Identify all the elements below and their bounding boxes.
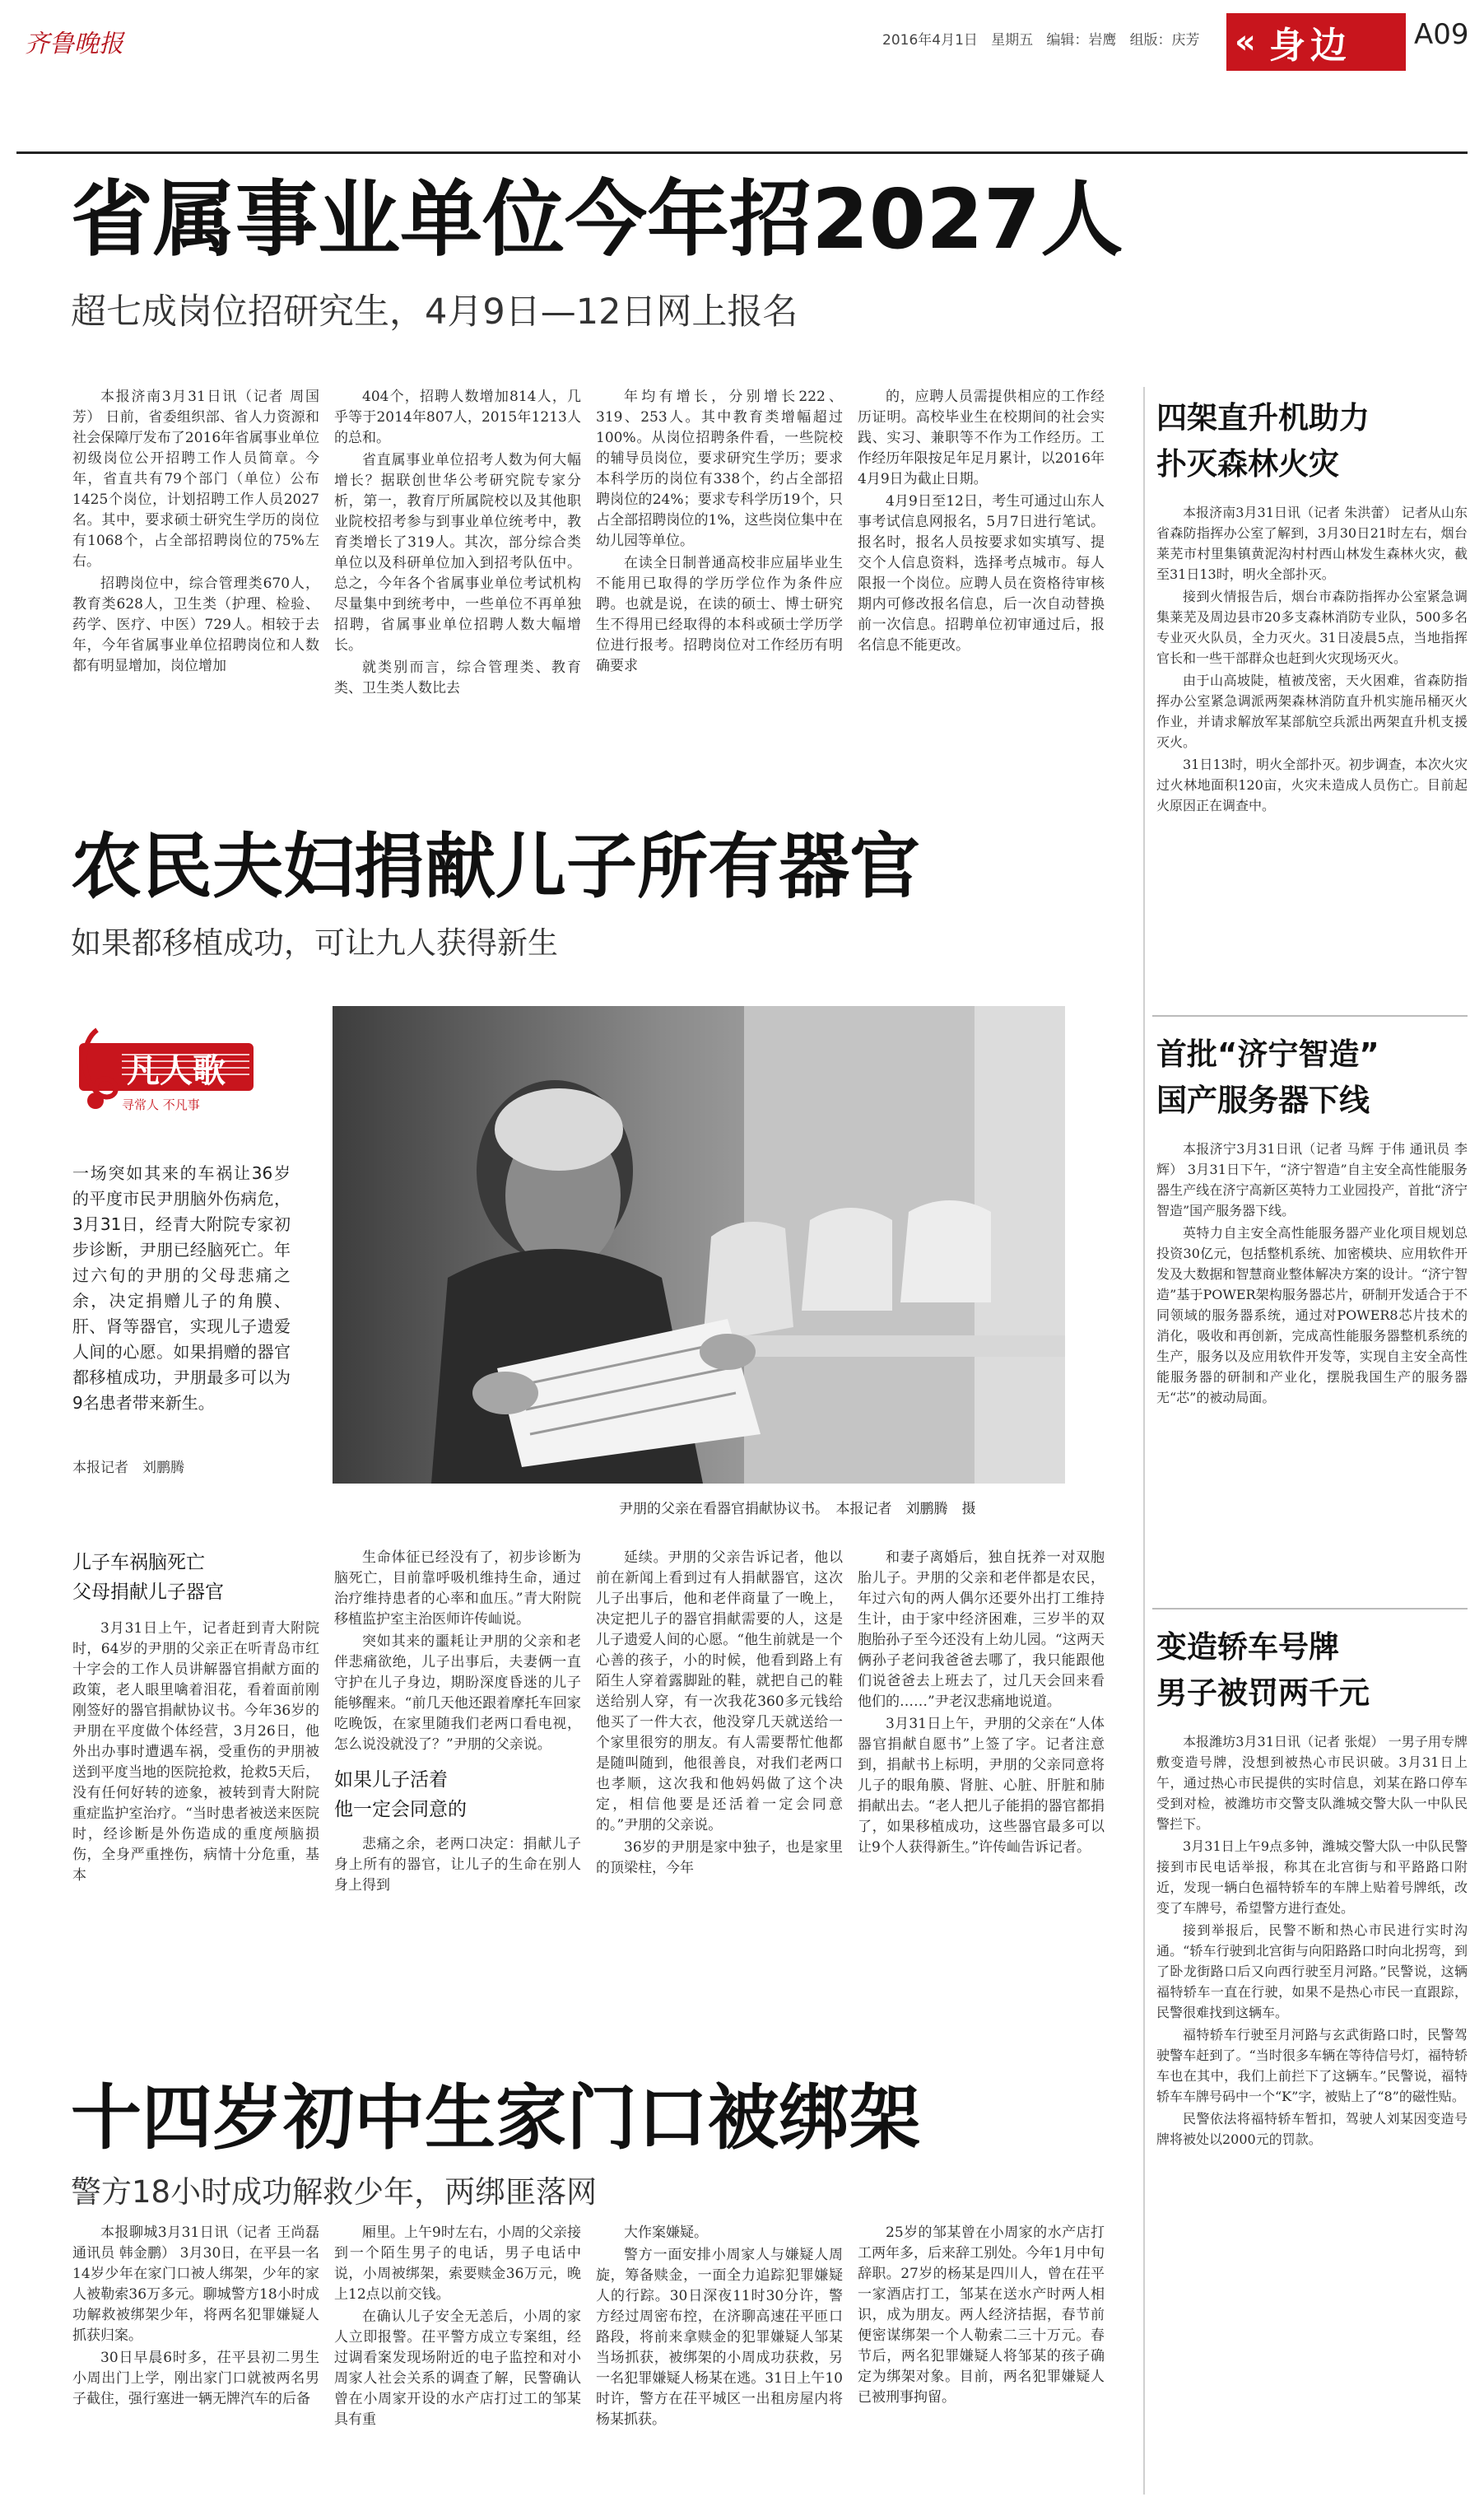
subhead-line: 如果儿子活着 xyxy=(334,1769,448,1791)
paragraph: 本报济南3月31日讯（记者 周国芳） 日前，省委组织部、省人力资源和社会保障厅发布了2016年省属事业单位初级岗位公开招聘工作人员简章。今年，省直共有79个部门（单位）公布1425个岗位，计划招聘工作人员2027名。其中，要求硕士研究生学历的岗位有1068个，占全部招聘岗位的75%左右。 xyxy=(72,389,319,570)
paragraph: 31日13时，明火全部扑灭。初步调查，本次火灾过火林地面积120亩，火灾未造成人员伤亡。目前起火原因正在调查中。 xyxy=(1156,757,1468,813)
paragraph: 福特轿车行驶至月河路与玄武街路口时，民警驾驶警车赶到了。“当时很多车辆在等待信号灯，福特轿车也在其中，我们上前拦下了这辆车。”民警说，福特轿车车牌号码中一个“K”字，被贴上了“8”的磁性贴。 xyxy=(1156,2027,1468,2104)
paragraph: 在读全日制普通高校非应届毕业生不能用已取得的学历学位作为条件应聘。也就是说，在读的硕士、博士研究生不得用已经取得的本科或硕士学历学位进行报考。招聘岗位对工作经历有明确要求 xyxy=(596,555,843,674)
article2-byline: 本报记者 刘鹏腾 xyxy=(72,1460,184,1476)
paragraph: 由于山高坡陡，植被茂密，天火困难，省森防指挥办公室紧急调派两架森林消防直升机实施吊桶灭火作业，并请求解放军某部航空兵派出两架直升机支援灭火。 xyxy=(1156,673,1468,750)
paragraph: 生命体征已经没有了，初步诊断为脑死亡，目前靠呼吸机维持生命，通过治疗维持患者的心率和血压。”青大附院移植监护室主治医师许传屾说。 xyxy=(334,1549,581,1628)
paragraph: 4月9日至12日，考生可通过山东人事考试信息网报名，5月7日进行笔试。报名时，报名人员按要求如实填写、提交个人信息资料，选择考点城市。每人限报一个岗位。应聘人员在资格待审核期内可修改报名信息，后一次自动替换前一次信息。招聘单位初审通过后，报名信息不能更改。 xyxy=(858,493,1105,654)
side3-body xyxy=(1156,1731,1468,2150)
article2-subtitle: 如果都移植成功，可让九人获得新生 xyxy=(71,925,558,961)
headline-line: 扑灭森林火灾 xyxy=(1156,446,1339,482)
paragraph: 404个，招聘人数增加814人，几乎等于2014年807人，2015年1213人的总和。 xyxy=(334,389,581,446)
issue-meta xyxy=(882,28,1200,49)
article1-subtitle: 超七成岗位招研究生，4月9日—12日网上报名 xyxy=(71,291,798,333)
designer-credit: 组版：庆芳 xyxy=(1129,32,1200,49)
photo-illustration xyxy=(333,1006,1065,1484)
newspaper-logo: 齐鲁晚报 xyxy=(25,30,123,58)
paragraph: 和妻子离婚后，独自抚养一对双胞胎儿子。尹朋的父亲和老伴都是农民，年过六旬的两人偶尔还要外出打工维持生计，由于家中经济困难，三岁半的双胞胎孙子至今还没有上幼儿园。“这两天俩孙子老问我爸爸去哪了，我只能跟他们说爸爸去上班去了，过几天会回来看他们的……”尹老汉悲痛地说道。 xyxy=(858,1549,1105,1710)
article2-intro: 一场突如其来的车祸让36岁的平度市民尹朋脑外伤病危，3月31日，经青大附院专家初步诊断，尹朋已经脑死亡。年过六旬的尹朋的父母悲痛之余，决定捐赠儿子的角膜、肝、肾等器官，实现儿子遗爱人间的心愿。如果捐赠的器官都移植成功，尹朋最多可以为9名患者带来新生。 xyxy=(72,1163,291,1413)
headline-line: 首批“济宁智造” xyxy=(1156,1037,1379,1072)
side-story-3 xyxy=(1156,1624,1468,2151)
article1-col1 xyxy=(72,387,319,678)
article3-headline: 十四岁初中生家门口被绑架 xyxy=(71,2077,920,2159)
paragraph: 厢里。上午9时左右，小周的父亲接到一个陌生男子的电话，男子电话中说，小周被绑架，索要赎金36万元，晚上12点以前交钱。 xyxy=(334,2224,581,2303)
paragraph: 大作案嫌疑。 xyxy=(624,2224,708,2241)
subhead-line: 儿子车祸脑死亡 xyxy=(72,1552,205,1573)
article3-col2 xyxy=(334,2223,581,2432)
article2-col2 xyxy=(334,1548,581,1898)
side-story-1 xyxy=(1156,395,1468,818)
column-logo xyxy=(72,1025,262,1116)
article3-col3 xyxy=(596,2223,843,2432)
paragraph: 3月31日上午，尹朋的父亲在“人体器官捐献自愿书”上签了字。记者注意到，捐献书上标明，尹朋的父亲同意将儿子的眼角膜、肾脏、心脏、肝脏和肺捐献出去。“老人把儿子能捐的器官都捐了，如果移植成功，这些器官最多可以让9个人获得新生。”许传屾告诉记者。 xyxy=(858,1716,1105,1856)
column-logo-slogan: 寻常人 不凡事 xyxy=(122,1097,200,1112)
paragraph: 接到举报后，民警不断和热心市民进行实时沟通。“轿车行驶到北宫街与向阳路路口时向北拐弯，到了卧龙街路口后又向西行驶至月河路。”民警说，这辆福特轿车一直在行驶，如果不是热心市民一直跟踪，民警很难找到这辆车。 xyxy=(1156,1922,1468,2020)
paragraph: 年均有增长，分别增长222、319、253人。其中教育类增幅超过100%。从岗位招聘条件看，一些院校的辅导员岗位，要求研究生学历；要求本科学历的岗位有338个，约占全部招聘岗位的24%；要求专科学历19个，只占全部招聘岗位的1%，这些岗位集中在幼儿园等单位。 xyxy=(596,389,843,549)
photo-caption: 尹朋的父亲在看器官捐献协议书。 本报记者 刘鹏腾 摄 xyxy=(619,1501,976,1517)
paragraph: 接到火情报告后，烟台市森防指挥办公室紧急调集莱芜及周边县市20多支森林消防专业队，500多名专业灭火队员，全力灭火。31日凌晨5点，当地指挥官长和一些干部群众也赶到火灾现场灭火。 xyxy=(1156,589,1468,666)
paragraph: 3月31日上午9点多钟，潍城交警大队一中队民警接到市民电话举报，称其在北宫街与和平路路口附近，发现一辆白色福特轿车的车牌上贴着号牌纸，改变了车牌号，希望警方进行查处。 xyxy=(1156,1838,1468,1916)
section-tab xyxy=(1226,13,1406,71)
article-photo xyxy=(333,1006,1065,1484)
subhead-line: 父母捐献儿子器官 xyxy=(72,1582,224,1603)
article2-col4 xyxy=(858,1548,1105,1860)
paragraph: 延续。尹朋的父亲告诉记者，他以前在新闻上看到过有人捐献器官，这次儿子出事后，他和老伴商量了一晚上，决定把儿子的器官捐献需要的人，这是儿子遗爱人间的心愿。“他生前就是一个心善的孩子，小的时候，他看到路上有陌生人穿着露脚趾的鞋，就把自己的鞋送给别人穿，有一次我花360多元钱给他买了一件大衣，他没穿几天就送给一个家里很穷的朋友。有人需要帮忙他都是随叫随到，他很善良，对我们老两口也孝顺，这次我和他妈妈做了这个决定，相信他要是还活着一定会同意的。”尹朋的父亲说。 xyxy=(596,1549,843,1833)
column-divider xyxy=(1143,387,1145,2495)
paragraph: 3月31日上午，记者赶到青大附院时，64岁的尹朋的父亲正在听青岛市红十字会的工作人员讲解器官捐献方面的政策，老人眼里噙着泪花，看着面前刚刚签好的器官捐献协议书。今年36岁的尹朋在平度做个体经营，3月26日，他外出办事时遭遇车祸，受重伤的尹朋被送到平度当地的医院抢救，抢救5天后，没有任何好转的迹象，被转到青大附院重症监护室治疗。“当时患者被送来医院时，经诊断是外伤造成的重度颅脑损伤，全身严重挫伤，病情十分危重，基本 xyxy=(72,1620,319,1884)
issue-date: 2016年4月1日 xyxy=(882,32,978,49)
side-divider xyxy=(1152,1608,1468,1610)
column-logo-text: 凡人歌 xyxy=(127,1052,226,1090)
headline-line: 国产服务器下线 xyxy=(1156,1083,1370,1118)
paragraph: 就类别而言，综合管理类、教育类、卫生类人数比去 xyxy=(334,659,581,696)
subhead-line: 他一定会同意的 xyxy=(334,1799,467,1820)
paragraph: 的，应聘人员需提供相应的工作经历证明。高校毕业生在校期间的社会实践、实习、兼职等不作为工作经历。工作经历年限按足年足月累计，以2016年4月9日为截止日期。 xyxy=(858,389,1105,487)
paragraph: 本报济南3月31日讯（记者 朱洪蕾） 记者从山东省森防指挥办公室了解到，3月30日21时左右，烟台莱芜市村里集镇黄泥沟村村西山林发生森林火灾，截至31日13时，明火全部扑灭。 xyxy=(1156,505,1468,582)
side1-body xyxy=(1156,502,1468,816)
page-number: A09 xyxy=(1414,18,1469,51)
side2-headline xyxy=(1156,1032,1468,1124)
subhead-2 xyxy=(334,1765,581,1824)
side-story-2 xyxy=(1156,1032,1468,1409)
paragraph: 英特力自主安全高性能服务器产业化项目规划总投资30亿元，包括整机系统、加密模块、应用软件开发及大数据和智慧商业整体解决方案的设计。“济宁智造”基于POWER架构服务器芯片，研制开发适合于不同领域的服务器系统，通过对POWER8芯片技术的消化，吸收和再创新，完成高性能服务器整机系统的生产，服务以及应用软件开发等，实现自主安全高性能服务器的研制和产业化，摆脱我国生产的服务器无“芯”的被动局面。 xyxy=(1156,1225,1468,1405)
article2-headline: 农民夫妇捐献儿子所有器官 xyxy=(71,826,920,908)
article3-subtitle: 警方18小时成功解救少年，两绑匪落网 xyxy=(71,2174,598,2210)
article1-headline: 省属事业单位今年招2027人 xyxy=(71,171,1123,268)
paragraph: 在确认儿子安全无恙后，小周的家人立即报警。茌平警方成立专案组，经过调看案发现场附近的电子监控和对小周家人社会关系的调查了解，民警确认曾在小周家开设的水产店打过工的邹某具有重 xyxy=(334,2308,581,2428)
article3-col4 xyxy=(858,2223,1105,2410)
paragraph: 悲痛之余，老两口决定：捐献儿子身上所有的器官，让儿子的生命在别人身上得到 xyxy=(334,1836,581,1894)
chevron-left-icon: « xyxy=(1235,23,1256,61)
article1-col3 xyxy=(596,387,843,678)
masthead-rule xyxy=(16,151,1468,154)
paragraph: 30日早晨6时多，茌平县初二男生小周出门上学，刚出家门口就被两名男子截住，强行塞进一辆无牌汽车的后备 xyxy=(72,2350,319,2407)
headline-line: 四架直升机助力 xyxy=(1156,400,1370,436)
side3-headline xyxy=(1156,1624,1468,1717)
headline-line: 男子被罚两千元 xyxy=(1156,1675,1370,1711)
issue-weekday: 星期五 xyxy=(991,32,1034,49)
paragraph: 民警依法将福特轿车暂扣，驾驶人刘某因变造号牌将被处以2000元的罚款。 xyxy=(1156,2111,1468,2147)
editor-credit: 编辑：岩鹰 xyxy=(1046,32,1117,49)
side-divider xyxy=(1152,1015,1468,1017)
article2-col3 xyxy=(596,1548,843,1880)
side1-headline xyxy=(1156,395,1468,487)
paragraph: 本报潍坊3月31日讯（记者 张焜） 一男子用专牌敷变造号牌，没想到被热心市民识破。3月31日上午，通过热心市民提供的实时信息，刘某在路口停车受到对检，被潍坊市交警支队潍城交警大队一中队民警拦下。 xyxy=(1156,1734,1468,1832)
article3-col1 xyxy=(72,2223,319,2411)
subhead-1 xyxy=(72,1548,319,1607)
paragraph: 本报聊城3月31日讯（记者 王尚磊 通讯员 韩金鹏） 3月30日，在平县一名14岁少年在家门口被人绑架，少年的家人被勒索36万多元。聊城警方18小时成功解救被绑架少年，将两名犯罪嫌疑人抓获归案。 xyxy=(72,2224,319,2344)
paragraph: 36岁的尹朋是家中独子，也是家里的顶梁柱，今年 xyxy=(596,1839,843,1876)
article1-col2 xyxy=(334,387,581,701)
paragraph: 招聘岗位中，综合管理类670人，教育类628人，卫生类（护理、检验、药学、医疗、中医）729人。相较于去年，今年省属事业单位招聘岗位和人数都有明显增加，岗位增加 xyxy=(72,575,319,674)
paragraph: 警方一面安排小周家人与嫌疑人周旋，筹备赎金，一面全力追踪犯罪嫌疑人的行踪。30日深夜11时30分许，警方经过周密布控，在济聊高速茌平匝口路段，将前来拿赎金的犯罪嫌疑人邹某当场抓获，被绑架的小周成功获救，另一名犯罪嫌疑人杨某在逃。31日上午10时许，警方在茌平城区一出租房屋内将杨某抓获。 xyxy=(596,2247,843,2428)
paragraph: 25岁的邹某曾在小周家的水产店打工两年多，后来辞工别处。今年1月中旬辞职。27岁的杨某是四川人，曾在茌平一家酒店打工，邹某在送水产时两人相识，成为朋友。两人经济拮据，春节前便密谋绑架一个人勒索二三十万元。春节后，两名犯罪嫌疑人将邹某的孩子确定为绑架对象。目前，两名犯罪嫌疑人已被刑事拘留。 xyxy=(858,2224,1105,2406)
article2-col1 xyxy=(72,1548,319,1888)
paragraph: 省直属事业单位招考人数为何大幅增长？据联创世华公考研究院专家分析，第一，教育厅所属院校以及其他职业院校招考参与到事业单位统考中，教育类增长了319人。其次，部分综合类单位以及科研单位加入到招考队伍中。总之，今年各个省属事业单位考试机构尽量集中到统考中，一些单位不再单独招聘，省属事业单位招聘人数大幅增长。 xyxy=(334,452,581,654)
paragraph: 本报济宁3月31日讯（记者 马辉 于伟 通讯员 李辉） 3月31日下午，“济宁智造”自主安全高性能服务器生产线在济宁高新区英特力工业园投产，首批“济宁智造”国产服务器下线。 xyxy=(1156,1141,1468,1218)
side2-body xyxy=(1156,1139,1468,1408)
paragraph: 突如其来的噩耗让尹朋的父亲和老伴悲痛欲绝，儿子出事后，夫妻俩一直守护在儿子身边，期盼深度昏迷的儿子能够醒来。“前几天他还跟着摩托车回家吃晚饭，在家里随我们老两口看电视，怎么说没就没了？”尹朋的父亲说。 xyxy=(334,1633,581,1753)
section-label: 身边 xyxy=(1268,25,1351,67)
article1-col4 xyxy=(858,387,1105,658)
headline-line: 变造轿车号牌 xyxy=(1156,1629,1339,1665)
